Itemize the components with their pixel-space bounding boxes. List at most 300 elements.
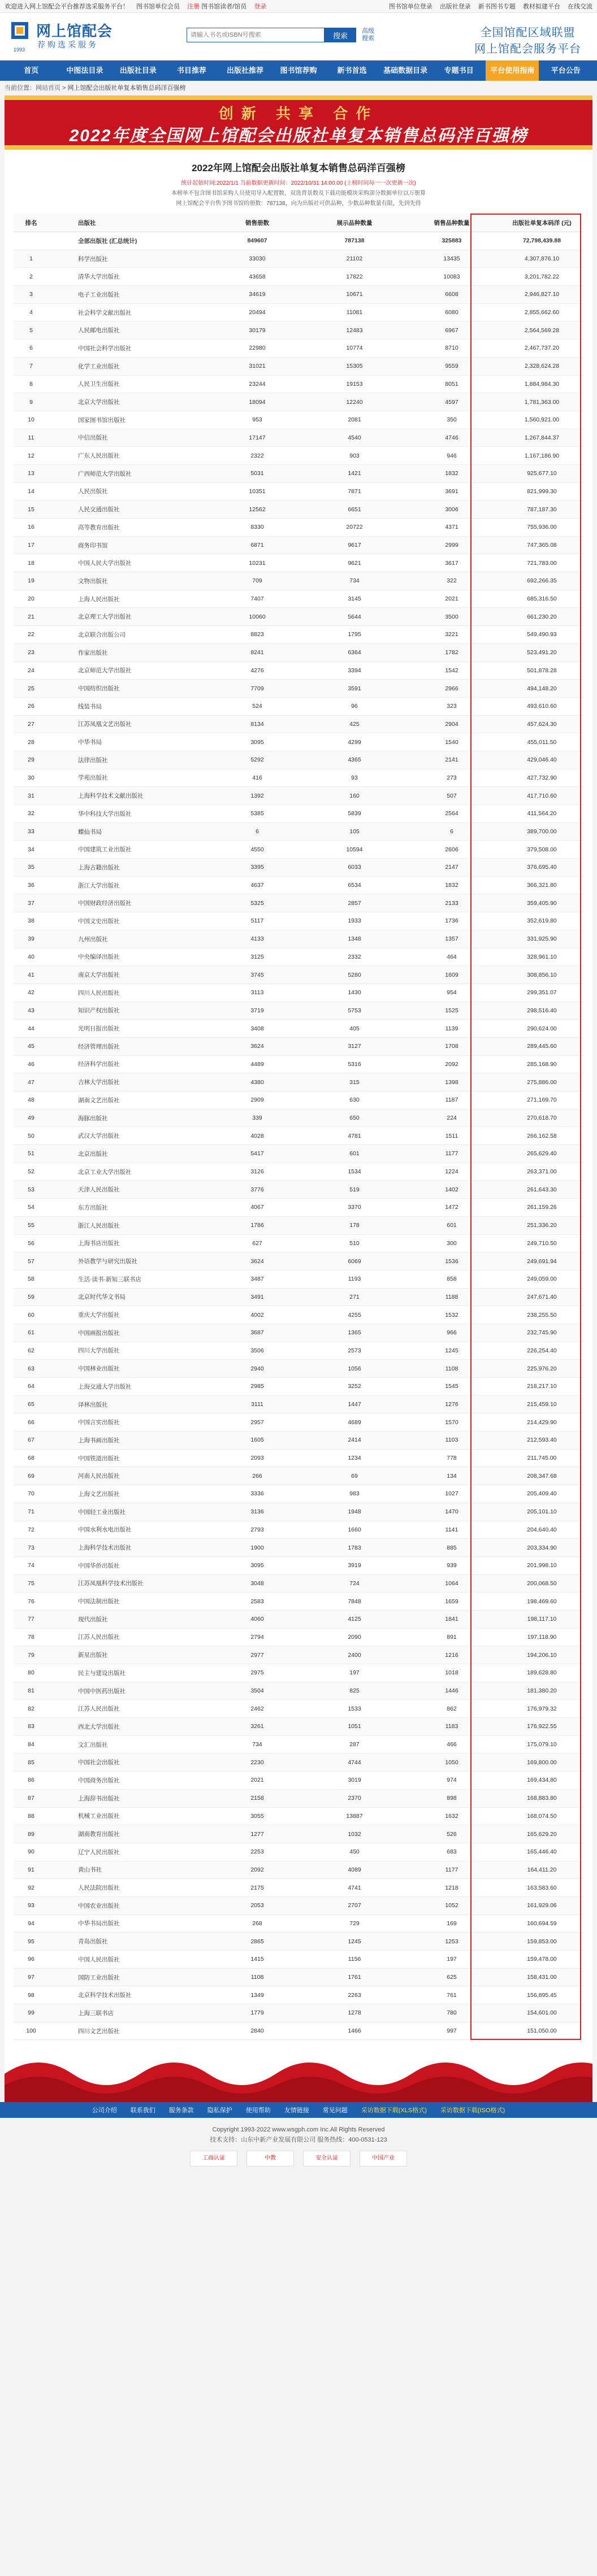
- table-row: [14, 1772, 583, 1790]
- nav-item-10[interactable]: 平台公告: [551, 66, 581, 75]
- footer-badge-3[interactable]: 中国产业: [360, 2151, 407, 2166]
- publisher-cell[interactable]: 重庆大学出版社: [49, 1306, 209, 1324]
- qty-cell: 4380: [209, 1073, 306, 1091]
- toplink-publisher-login[interactable]: 出版社登录: [439, 3, 471, 10]
- shown-cell: 2370: [306, 1789, 403, 1807]
- breadcrumb-home[interactable]: 网站首页: [36, 85, 60, 92]
- register-link[interactable]: 注册: [187, 3, 200, 10]
- publisher-cell[interactable]: 机械工业出版社: [49, 1807, 209, 1825]
- publisher-cell[interactable]: 线装书局: [49, 697, 209, 715]
- sold-cell: 1253: [403, 1933, 500, 1951]
- footer-download-link-0[interactable]: 采访数据下载(XLS格式): [361, 2107, 427, 2114]
- shown-cell: 650: [306, 1109, 403, 1127]
- qty-cell: 1108: [209, 1968, 306, 1986]
- col-sold: 销售品种数量: [403, 214, 500, 232]
- amount-cell: 249,691.94: [500, 1252, 583, 1270]
- table-row: [14, 357, 583, 375]
- search-button[interactable]: 搜索: [325, 28, 356, 42]
- publisher-cell[interactable]: 人民卫生出版社: [49, 375, 209, 393]
- nav-item-0[interactable]: 首页: [24, 66, 39, 75]
- publisher-cell[interactable]: 上海科学技术出版社: [49, 1539, 209, 1557]
- table-row: [14, 841, 583, 859]
- publisher-cell[interactable]: 蝶仙书局: [49, 823, 209, 841]
- nav-item-9[interactable]: 平台使用指南: [486, 60, 539, 81]
- publisher-cell[interactable]: 中央编译出版社: [49, 948, 209, 966]
- publisher-cell[interactable]: 化学工业出版社: [49, 357, 209, 375]
- qty-cell: 3504: [209, 1682, 306, 1700]
- publisher-cell[interactable]: 中国轻工业出版社: [49, 1503, 209, 1521]
- rank-cell: 8: [14, 375, 49, 393]
- publisher-cell[interactable]: 外语教学与研究出版社: [49, 1252, 209, 1270]
- shown-cell: 1795: [306, 626, 403, 644]
- nav-item-7[interactable]: 基础数据目录: [383, 66, 428, 75]
- table-row: [14, 572, 583, 590]
- login-link[interactable]: 登录: [254, 3, 267, 10]
- table-row: [14, 1342, 583, 1360]
- nav-item-1[interactable]: 中图法目录: [66, 66, 103, 75]
- logo-subtitle: 荐购选采服务: [37, 40, 98, 49]
- sold-cell: 464: [403, 948, 500, 966]
- footer-link-6[interactable]: 常见问题: [322, 2107, 348, 2114]
- publisher-cell[interactable]: 北京联合出版公司: [49, 626, 209, 644]
- publisher-cell[interactable]: 中国中医药出版社: [49, 1682, 209, 1700]
- rank-cell: 4: [14, 303, 49, 321]
- sold-cell: 134: [403, 1467, 500, 1485]
- publisher-cell[interactable]: 生活·读书·新知三联书店: [49, 1270, 209, 1288]
- footer-link-3[interactable]: 隐私保护: [207, 2107, 232, 2114]
- footer-download-link-1[interactable]: 采访数据下载(ISO格式): [440, 2107, 505, 2114]
- rank-cell: 100: [14, 2022, 49, 2040]
- publisher-cell[interactable]: 海豚出版社: [49, 1109, 209, 1127]
- publisher-cell[interactable]: 中国纺织出版社: [49, 680, 209, 698]
- shown-cell: 15305: [306, 357, 403, 375]
- sold-cell: 4597: [403, 393, 500, 411]
- footer-link-0[interactable]: 公司介绍: [92, 2107, 117, 2114]
- amount-cell: 168,074.50: [500, 1807, 583, 1825]
- rank-cell: 56: [14, 1234, 49, 1252]
- rank-cell: 52: [14, 1163, 49, 1181]
- shown-cell: 1056: [306, 1360, 403, 1378]
- table-row: [14, 1145, 583, 1163]
- sold-cell: 1472: [403, 1199, 500, 1217]
- amount-cell: 1,781,363.00: [500, 393, 583, 411]
- sold-cell: 1398: [403, 1073, 500, 1091]
- footer-link-4[interactable]: 使用帮助: [245, 2107, 271, 2114]
- table-row: [14, 501, 583, 519]
- rank-cell: 20: [14, 590, 49, 608]
- shown-cell: 825: [306, 1682, 403, 1700]
- table-row: [14, 1216, 583, 1234]
- table-row: [14, 751, 583, 769]
- toplink-chat[interactable]: 在线交流: [568, 3, 592, 10]
- footer-link-2[interactable]: 服务条款: [168, 2107, 194, 2114]
- rank-cell: 89: [14, 1825, 49, 1843]
- sold-cell: 3500: [403, 608, 500, 626]
- toplink-library-login[interactable]: 图书馆单位登录: [388, 3, 432, 10]
- publisher-cell[interactable]: 上海书店出版社: [49, 1234, 209, 1252]
- table-row: [14, 429, 583, 447]
- publisher-cell[interactable]: 人民交通出版社: [49, 501, 209, 519]
- sold-cell: 954: [403, 984, 500, 1002]
- sold-cell: 8710: [403, 340, 500, 358]
- publisher-cell[interactable]: 上海科学技术文献出版社: [49, 787, 209, 805]
- qty-cell: 3624: [209, 1252, 306, 1270]
- page-title: 2022年网上馆配会出版社单复本销售总码洋百强榜: [192, 163, 405, 173]
- main-nav: [0, 60, 597, 81]
- sold-cell: 1632: [403, 1807, 500, 1825]
- publisher-cell[interactable]: 四川文艺出版社: [49, 2022, 209, 2040]
- rank-cell: 90: [14, 1843, 49, 1861]
- publisher-cell[interactable]: 华中科技大学出版社: [49, 805, 209, 823]
- amount-cell: 427,732.90: [500, 769, 583, 787]
- publisher-cell[interactable]: 湖南文艺出版社: [49, 1091, 209, 1109]
- publisher-cell[interactable]: 法律出版社: [49, 751, 209, 769]
- table-row: [14, 1395, 583, 1413]
- nav-item-6[interactable]: 新书首选: [337, 66, 367, 75]
- rank-cell: 19: [14, 572, 49, 590]
- rank-cell: 99: [14, 2004, 49, 2022]
- amount-cell: 158,431.00: [500, 1968, 583, 1986]
- footer-badge-2[interactable]: 安全认证: [303, 2151, 351, 2166]
- publisher-cell[interactable]: 黄山书社: [49, 1861, 209, 1879]
- col-qty: 销售册数: [209, 214, 306, 232]
- shown-cell: 6033: [306, 859, 403, 877]
- sold-cell: 1832: [403, 876, 500, 894]
- amount-cell: 169,434.80: [500, 1772, 583, 1790]
- publisher-cell[interactable]: 电子工业出版社: [49, 286, 209, 304]
- shown-cell: 6364: [306, 643, 403, 662]
- amount-cell: 168,883.80: [500, 1789, 583, 1807]
- qty-cell: 2092: [209, 1861, 306, 1879]
- shown-cell: 1534: [306, 1163, 403, 1181]
- publisher-cell[interactable]: 四川大学出版社: [49, 1342, 209, 1360]
- toplink-textbook[interactable]: 教材拟建平台: [522, 3, 560, 10]
- qty-cell: 3506: [209, 1342, 306, 1360]
- nav-item-8[interactable]: 专题书目: [444, 66, 474, 75]
- qty-cell: 339: [209, 1109, 306, 1127]
- rank-cell: 95: [14, 1933, 49, 1951]
- publisher-cell[interactable]: 中国人民大学出版社: [49, 554, 209, 572]
- table-row: [14, 393, 583, 411]
- publisher-cell[interactable]: 商务印书馆: [49, 536, 209, 554]
- top-bar: [0, 0, 597, 13]
- qty-cell: 17147: [209, 429, 306, 447]
- shown-cell: 724: [306, 1574, 403, 1592]
- shown-cell: 5316: [306, 1055, 403, 1073]
- shown-cell: 734: [306, 572, 403, 590]
- total-row: [14, 232, 583, 250]
- publisher-cell[interactable]: 译林出版社: [49, 1395, 209, 1413]
- publisher-cell[interactable]: 北京科学技术出版社: [49, 1986, 209, 2004]
- rank-cell: 91: [14, 1861, 49, 1879]
- table-row: [14, 1628, 583, 1646]
- amount-cell: 787,187.30: [500, 501, 583, 519]
- publisher-cell[interactable]: 中国财政经济出版社: [49, 894, 209, 912]
- publisher-cell[interactable]: 中华书局: [49, 733, 209, 751]
- publisher-cell[interactable]: 东方出版社: [49, 1199, 209, 1217]
- rank-cell: 14: [14, 482, 49, 501]
- footer-link-5[interactable]: 友情链接: [284, 2107, 309, 2114]
- publisher-cell[interactable]: 上海三联书店: [49, 2004, 209, 2022]
- qty-cell: 2975: [209, 1664, 306, 1682]
- publisher-cell[interactable]: 中国林业出版社: [49, 1360, 209, 1378]
- qty-cell: 2977: [209, 1646, 306, 1664]
- header: [0, 13, 597, 60]
- sold-cell: 1141: [403, 1521, 500, 1539]
- amount-cell: 261,643.30: [500, 1181, 583, 1199]
- publisher-cell[interactable]: 西北大学出版社: [49, 1718, 209, 1736]
- table-row: [14, 1181, 583, 1199]
- publisher-cell[interactable]: 知识产权出版社: [49, 1002, 209, 1020]
- amount-cell: 189,628.80: [500, 1664, 583, 1682]
- publisher-cell[interactable]: 清华大学出版社: [49, 268, 209, 286]
- amount-cell: 549,490.93: [500, 626, 583, 644]
- total-name: 全部出版社 (汇总统计): [49, 232, 209, 250]
- amount-cell: 201,998.10: [500, 1556, 583, 1574]
- publisher-cell[interactable]: 北京出版社: [49, 1145, 209, 1163]
- search-input[interactable]: [187, 28, 325, 42]
- sold-cell: 1052: [403, 1896, 500, 1914]
- publisher-cell[interactable]: 作家出版社: [49, 643, 209, 662]
- publisher-cell[interactable]: 南京大学出版社: [49, 966, 209, 984]
- qty-cell: 4637: [209, 876, 306, 894]
- qty-cell: 3113: [209, 984, 306, 1002]
- publisher-cell[interactable]: 光明日报出版社: [49, 1020, 209, 1038]
- publisher-cell[interactable]: 河南人民出版社: [49, 1467, 209, 1485]
- publisher-cell[interactable]: 江苏凤凰文艺出版社: [49, 715, 209, 733]
- rank-cell: 55: [14, 1216, 49, 1234]
- publisher-cell[interactable]: 国家图书馆出版社: [49, 411, 209, 429]
- shown-cell: 271: [306, 1288, 403, 1306]
- publisher-cell[interactable]: 江苏人民出版社: [49, 1700, 209, 1718]
- qty-cell: 31021: [209, 357, 306, 375]
- sold-cell: 946: [403, 447, 500, 465]
- sold-cell: 6080: [403, 303, 500, 321]
- publisher-cell[interactable]: 高等教育出版社: [49, 519, 209, 537]
- publisher-cell[interactable]: 北京时代华文书局: [49, 1288, 209, 1306]
- amount-cell: 205,101.10: [500, 1503, 583, 1521]
- amount-cell: 692,266.35: [500, 572, 583, 590]
- table-row: [14, 590, 583, 608]
- table-row: [14, 948, 583, 966]
- amount-cell: 266,162.58: [500, 1127, 583, 1145]
- publisher-cell[interactable]: 中国人民出版社: [49, 1951, 209, 1969]
- meta-note: 本榜单不包含图书馆采购人员使用导入配置数，双选背景数及下载功能模块采购部分数据单位以万册算: [171, 190, 426, 197]
- amount-cell: 4,307,876.10: [500, 250, 583, 268]
- publisher-cell[interactable]: 北京工业大学出版社: [49, 1163, 209, 1181]
- bottom-decoration: [5, 2040, 592, 2102]
- rank-cell: 53: [14, 1181, 49, 1199]
- rank-cell: 30: [14, 769, 49, 787]
- amount-cell: 175,079.10: [500, 1735, 583, 1753]
- sold-cell: 891: [403, 1628, 500, 1646]
- table-row: [14, 464, 583, 482]
- ranking-card: [5, 150, 592, 2102]
- publisher-cell[interactable]: 北京理工大学出版社: [49, 608, 209, 626]
- sold-cell: 939: [403, 1556, 500, 1574]
- col-rank: 排名: [14, 214, 49, 232]
- table-row: [14, 984, 583, 1002]
- publisher-cell[interactable]: 浙江大学出版社: [49, 876, 209, 894]
- publisher-cell[interactable]: 中国建筑工业出版社: [49, 841, 209, 859]
- publisher-cell[interactable]: 学苑出版社: [49, 769, 209, 787]
- publisher-cell[interactable]: 浙江人民出版社: [49, 1216, 209, 1234]
- rank-cell: 35: [14, 859, 49, 877]
- nav-item-5[interactable]: 图书馆荐购: [280, 66, 317, 75]
- qty-cell: 10231: [209, 554, 306, 572]
- amount-cell: 159,478.00: [500, 1951, 583, 1969]
- publisher-cell[interactable]: 九州出版社: [49, 930, 209, 948]
- publisher-cell[interactable]: 现代出版社: [49, 1610, 209, 1628]
- publisher-cell[interactable]: 经济科学出版社: [49, 1055, 209, 1073]
- publisher-cell[interactable]: 人民出版社: [49, 482, 209, 501]
- rank-cell: 13: [14, 464, 49, 482]
- rank-cell: 25: [14, 680, 49, 698]
- rank-cell: 39: [14, 930, 49, 948]
- qty-cell: 3395: [209, 859, 306, 877]
- qty-cell: 2322: [209, 447, 306, 465]
- publisher-cell[interactable]: 湖南教育出版社: [49, 1825, 209, 1843]
- total-sold: 325883: [403, 232, 500, 250]
- sold-cell: 2092: [403, 1055, 500, 1073]
- shown-cell: 1365: [306, 1324, 403, 1342]
- nav-item-3[interactable]: 书目推荐: [176, 66, 206, 75]
- publisher-cell[interactable]: 天津人民出版社: [49, 1181, 209, 1199]
- publisher-cell[interactable]: 江苏人民出版社: [49, 1628, 209, 1646]
- shown-cell: 4741: [306, 1879, 403, 1897]
- rank-cell: 86: [14, 1772, 49, 1790]
- rank-cell: 62: [14, 1342, 49, 1360]
- publisher-cell[interactable]: 中国华侨出版社: [49, 1556, 209, 1574]
- sold-cell: 197: [403, 1951, 500, 1969]
- publisher-cell[interactable]: 吉林大学出版社: [49, 1073, 209, 1091]
- publisher-cell[interactable]: 人民邮电出版社: [49, 321, 209, 340]
- publisher-cell[interactable]: 北京大学出版社: [49, 393, 209, 411]
- publisher-cell[interactable]: 社会科学文献出版社: [49, 303, 209, 321]
- publisher-cell[interactable]: 文汇出版社: [49, 1735, 209, 1753]
- publisher-cell[interactable]: 中国法制出版社: [49, 1592, 209, 1611]
- shown-cell: 178: [306, 1216, 403, 1234]
- publisher-cell[interactable]: 北京师范大学出版社: [49, 662, 209, 680]
- publisher-cell[interactable]: 中信出版社: [49, 429, 209, 447]
- publisher-cell[interactable]: 中国水利水电出版社: [49, 1521, 209, 1539]
- publisher-cell[interactable]: 中国文史出版社: [49, 912, 209, 930]
- publisher-cell[interactable]: 上海人民出版社: [49, 590, 209, 608]
- qty-cell: 3687: [209, 1324, 306, 1342]
- shown-cell: 17822: [306, 268, 403, 286]
- table-row: [14, 966, 583, 984]
- shown-cell: 1051: [306, 1718, 403, 1736]
- org-name: [474, 23, 581, 56]
- amount-cell: 208,347.68: [500, 1467, 583, 1485]
- amount-cell: 270,618.70: [500, 1109, 583, 1127]
- qty-cell: 2093: [209, 1449, 306, 1467]
- sold-cell: 974: [403, 1772, 500, 1790]
- publisher-cell[interactable]: 广西师范大学出版社: [49, 464, 209, 482]
- footer-badge-1[interactable]: 中教: [246, 2151, 294, 2166]
- rank-cell: 73: [14, 1539, 49, 1557]
- rank-cell: 98: [14, 1986, 49, 2004]
- publisher-cell[interactable]: 新星出版社: [49, 1646, 209, 1664]
- publisher-cell[interactable]: 上海文艺出版社: [49, 1485, 209, 1503]
- publisher-cell[interactable]: 中国农业出版社: [49, 1896, 209, 1914]
- publisher-cell[interactable]: 江苏凤凰科学技术出版社: [49, 1574, 209, 1592]
- table-row: [14, 1986, 583, 2004]
- table-row: [14, 1360, 583, 1378]
- footer-badge-0[interactable]: 工商认证: [190, 2151, 237, 2166]
- toplink-new-books[interactable]: 新书图书专题: [478, 3, 516, 10]
- publisher-cell[interactable]: 辽宁人民出版社: [49, 1843, 209, 1861]
- shown-cell: 5280: [306, 966, 403, 984]
- nav-item-2[interactable]: 出版社目录: [119, 66, 157, 75]
- amount-cell: 200,068.50: [500, 1574, 583, 1592]
- org-line2: 网上馆配会服务平台: [474, 43, 581, 55]
- table-row: [14, 662, 583, 680]
- logo[interactable]: [9, 20, 122, 54]
- publisher-cell[interactable]: 人民法院出版社: [49, 1879, 209, 1897]
- breadcrumb-sep: >: [60, 85, 68, 92]
- publisher-cell[interactable]: 青岛出版社: [49, 1933, 209, 1951]
- publisher-cell[interactable]: 中国言实出版社: [49, 1413, 209, 1431]
- amount-cell: 3,201,782.22: [500, 268, 583, 286]
- publisher-cell[interactable]: 文物出版社: [49, 572, 209, 590]
- publisher-cell[interactable]: 民主与建设出版社: [49, 1664, 209, 1682]
- publisher-cell[interactable]: 上海辞书出版社: [49, 1789, 209, 1807]
- sold-cell: 1540: [403, 733, 500, 751]
- amount-cell: 198,117.10: [500, 1610, 583, 1628]
- shown-cell: 630: [306, 1091, 403, 1109]
- nav-item-4[interactable]: 出版社推荐: [226, 66, 263, 75]
- amount-cell: 299,351.07: [500, 984, 583, 1002]
- publisher-cell[interactable]: 四川人民出版社: [49, 984, 209, 1002]
- publisher-cell[interactable]: 国防工业出版社: [49, 1968, 209, 1986]
- publisher-cell[interactable]: 中国商务出版社: [49, 1772, 209, 1790]
- amount-cell: 203,334.90: [500, 1539, 583, 1557]
- logo-title: 网上馆配会: [36, 23, 113, 40]
- breadcrumb-current: 网上馆配会出版社单复本销售总码洋百强榜: [67, 85, 186, 92]
- table-row: [14, 2004, 583, 2022]
- rank-cell: 76: [14, 1592, 49, 1611]
- amount-cell: 2,564,569.28: [500, 321, 583, 340]
- publisher-cell[interactable]: 上海书画出版社: [49, 1431, 209, 1450]
- shown-cell: 1447: [306, 1395, 403, 1413]
- amount-cell: 204,640.40: [500, 1521, 583, 1539]
- sold-cell: 350: [403, 411, 500, 429]
- qty-cell: 5417: [209, 1145, 306, 1163]
- publisher-cell[interactable]: 经济管理出版社: [49, 1037, 209, 1055]
- table-row: [14, 1825, 583, 1843]
- footer-link-1[interactable]: 联系我们: [130, 2107, 155, 2114]
- publisher-cell[interactable]: 中国社会出版社: [49, 1753, 209, 1772]
- publisher-cell[interactable]: 中国铁道出版社: [49, 1449, 209, 1467]
- table-row: [14, 1879, 583, 1897]
- rank-cell: 68: [14, 1449, 49, 1467]
- publisher-cell[interactable]: 广东人民出版社: [49, 447, 209, 465]
- amount-cell: 218,217.10: [500, 1378, 583, 1396]
- publisher-cell[interactable]: 科学出版社: [49, 250, 209, 268]
- qty-cell: 1415: [209, 1951, 306, 1969]
- publisher-cell[interactable]: 中国社会科学出版社: [49, 340, 209, 358]
- publisher-cell[interactable]: 中华书局出版社: [49, 1914, 209, 1933]
- amount-cell: 747,365.08: [500, 536, 583, 554]
- publisher-cell[interactable]: 上海古籍出版社: [49, 859, 209, 877]
- publisher-cell[interactable]: 上海交通大学出版社: [49, 1378, 209, 1396]
- publisher-cell[interactable]: 中国画报出版社: [49, 1324, 209, 1342]
- publisher-cell[interactable]: 武汉大学出版社: [49, 1127, 209, 1145]
- qty-cell: 30179: [209, 321, 306, 340]
- qty-cell: 953: [209, 411, 306, 429]
- advanced-search-link[interactable]: 高级搜索: [362, 28, 374, 42]
